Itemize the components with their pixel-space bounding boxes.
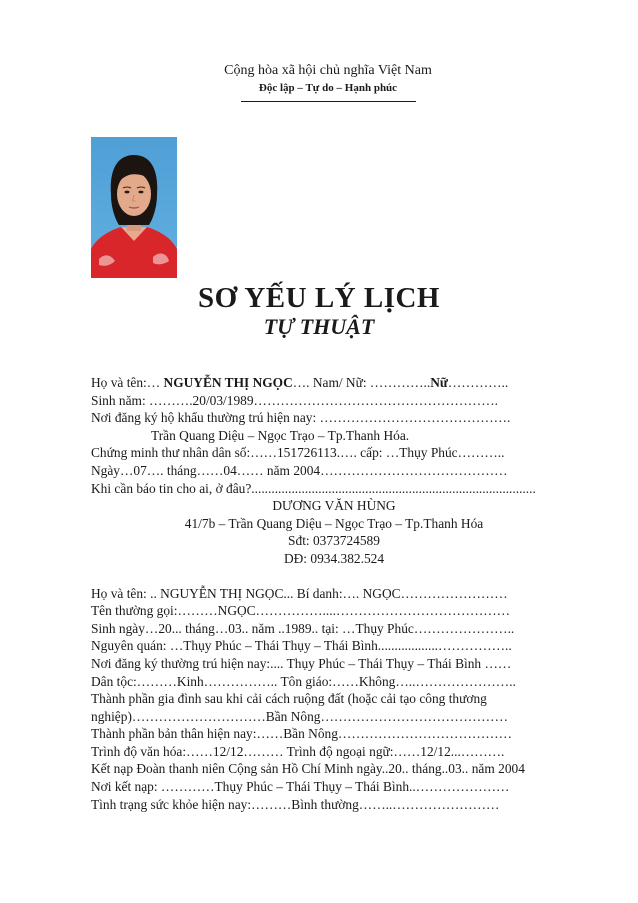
personal-background-line: Thành phần bản thân hiện nay:……Bần Nông………………………………… [91,726,513,742]
document-subtitle: TỰ THUẬT [263,314,375,339]
contact-mobile: DĐ: 0934.382.524 [283,550,385,566]
full-name-line: Họ và tên: .. NGUYỄN THỊ NGỌC... Bí danh:…. NGỌC…………………… [91,585,508,601]
ethnicity-religion-line: Dân tộc:………Kinh…………….. Tôn giáo:……Không…..………………….. [91,673,516,689]
section-gap [91,568,577,585]
birth-year-line: Sinh năm: ……….20/03/1989………………………………………………. [91,392,498,408]
hometown-line: Nguyên quán: …Thụy Phúc – Thái Thụy – Thái Bình..................…………….. [91,638,512,654]
national-motto: Độc lập – Tự do – Hạnh phúc [258,82,398,94]
portrait-photo [91,137,177,278]
contact-label: Khi cần báo tin cho ai, ở đâu?..................................................................................... [91,480,536,496]
name-line [91,374,577,392]
national-header [160,62,496,102]
birth-date-line: Sinh ngày…20... tháng…03.. năm ..1989.. tại: …Thụy Phúc………………….. [91,620,515,636]
gender-label: …. Nam/ Nữ: ………….. [292,375,431,390]
current-residence-line: Nơi đăng ký thường trú hiện nay:.... Thụy Phúc – Thái Thụy – Thái Bình …… [91,655,512,671]
contact-name: DƯƠNG VĂN HÙNG [272,498,396,514]
document-body [91,374,577,813]
name-value: NGUYỄN THỊ NGỌC [163,375,293,390]
education-line: Trình độ văn hóa:……12/12……… Trình độ ngoại ngữ:……12/12...………. [91,743,505,759]
contact-address: 41/7b – Trần Quang Diệu – Ngọc Trạo – Tp.Thanh Hóa [184,515,484,531]
youth-union-line: Kết nạp Đoàn thanh niên Cộng sản Hồ Chí Minh ngày..20.. tháng..03.. năm 2004 [91,761,525,777]
residence-value: Trần Quang Diệu – Ngọc Trạo – Tp.Thanh Hóa. [151,427,410,443]
gender-value: Nữ [430,375,448,390]
id-card-date: Ngày…07…. tháng……04…… năm 2004…………………………………… [91,462,508,478]
union-place-line: Nơi kết nạp: …………Thụy Phúc – Thái Thụy – Thái Bình..………………… [91,779,510,795]
country-name: Cộng hòa xã hội chủ nghĩa Việt Nam [224,63,432,78]
residence-label: Nơi đăng ký hộ khẩu thường trú hiện nay: ……………………………………. [91,410,511,426]
health-line: Tình trạng sức khỏe hiện nay:………Bình thường……..…………………… [91,796,500,812]
common-name-line: Tên thường gọi:………NGỌC……………....………………………………… [91,603,511,619]
name-label: Họ và tên:… [91,375,164,390]
document-title: SƠ YẾU LÝ LỊCH [197,282,440,314]
family-background-line: Thành phần gia đình sau khi cải cách ruộng đất (hoặc cải tạo công thương nghiệp)…………………………Bần Nông…………………………………… [91,691,508,724]
header-underline [241,101,416,102]
contact-phone: Sđt: 0373724589 [288,533,380,549]
gender-dots: ………….. [447,375,509,390]
id-card-line: Chứng minh thư nhân dân số:……151726113.…. cấp: …Thụy Phúc……….. [91,445,505,461]
